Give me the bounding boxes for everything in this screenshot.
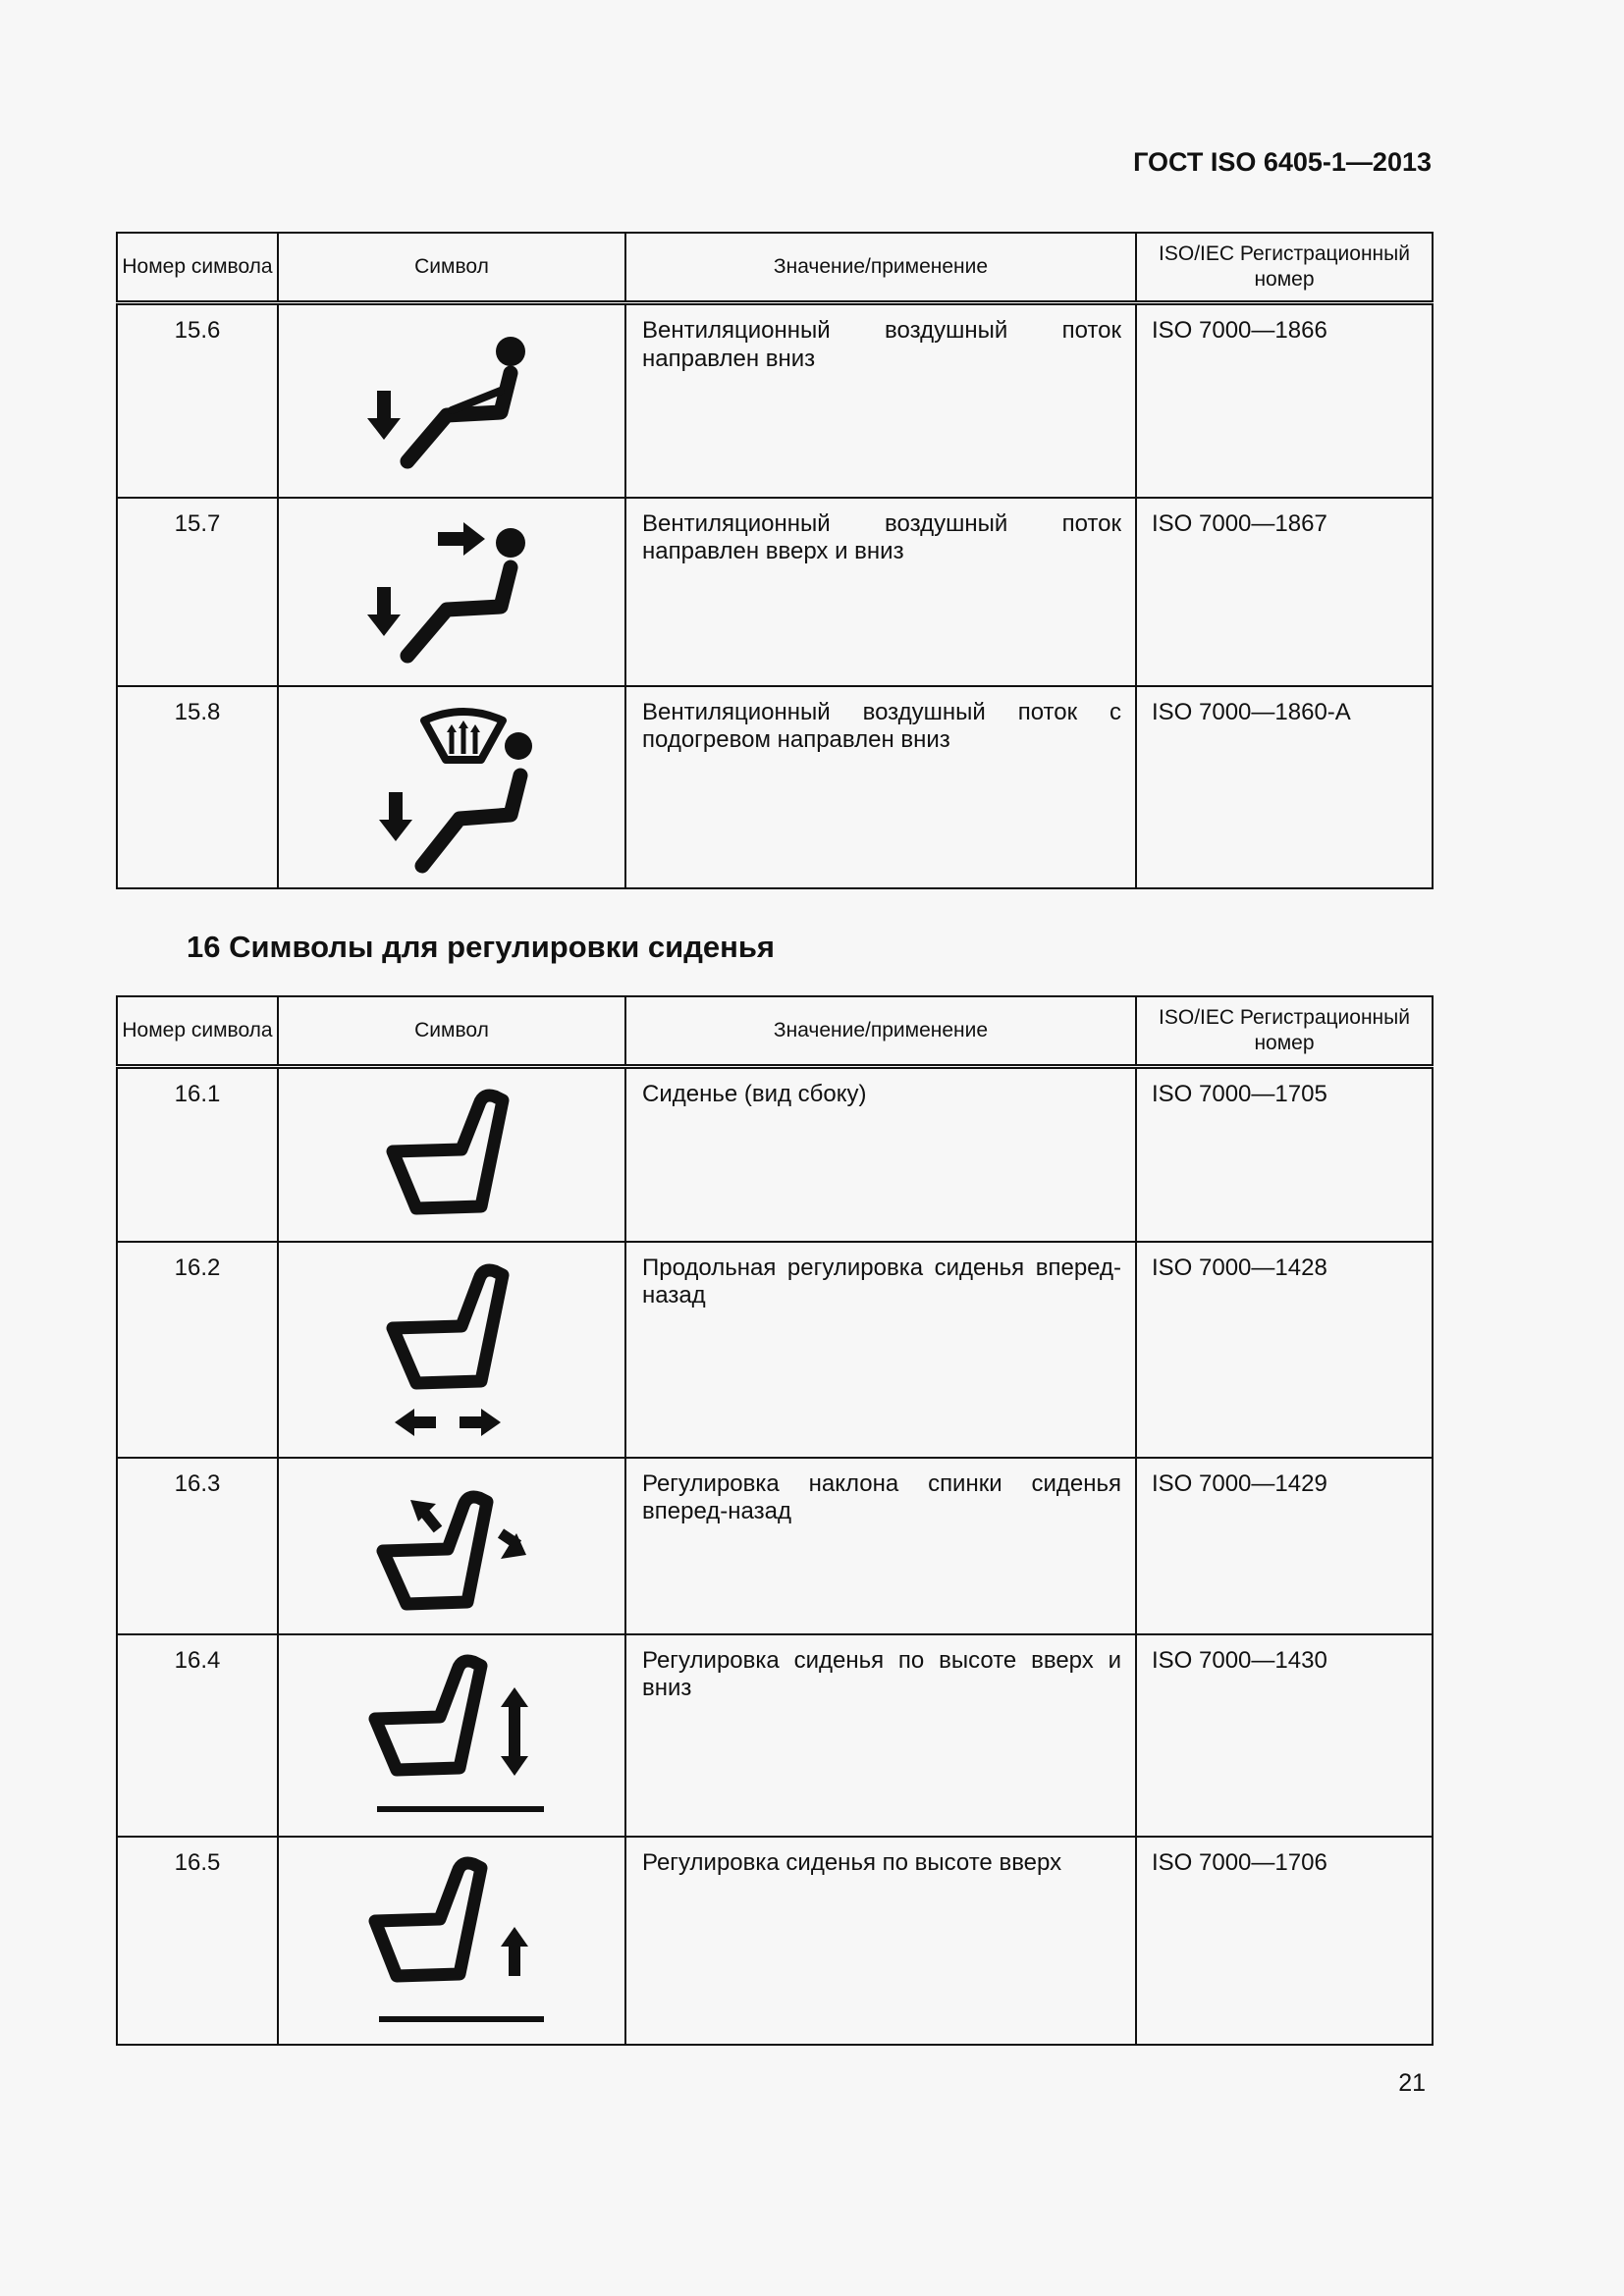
symbol-number: 15.7 <box>117 498 278 686</box>
table-row <box>117 1067 1433 1242</box>
airflow-down-icon <box>353 322 550 479</box>
seat-fore-aft-icon <box>373 1252 530 1448</box>
iso-number: ISO 7000—1705 <box>1136 1067 1433 1242</box>
symbol-cell <box>278 1837 625 2045</box>
seat-side-view-icon <box>373 1081 530 1228</box>
symbol-cell <box>278 1458 625 1634</box>
table-row <box>117 1242 1433 1458</box>
heated-airflow-down-icon <box>353 699 550 876</box>
symbol-number: 16.4 <box>117 1634 278 1837</box>
symbol-number: 16.2 <box>117 1242 278 1458</box>
header-number: Номер символа <box>117 996 278 1067</box>
table-header-row <box>117 996 1433 1067</box>
table-row <box>117 1634 1433 1837</box>
symbol-meaning: Регулировка наклона спинки сиденья вперед-назад <box>625 1458 1136 1634</box>
symbol-meaning: Регулировка сиденья по высоте вверх <box>625 1837 1136 2045</box>
header-symbol: Символ <box>278 233 625 303</box>
iso-number: ISO 7000—1428 <box>1136 1242 1433 1458</box>
section-title: 16 Символы для регулировки сиденья <box>187 930 776 964</box>
symbol-number: 15.8 <box>117 686 278 888</box>
symbol-meaning: Регулировка сиденья по высоте вверх и вниз <box>625 1634 1136 1837</box>
symbol-cell <box>278 686 625 888</box>
airflow-up-down-icon <box>353 513 550 670</box>
table-row <box>117 1458 1433 1634</box>
header-iso: ISO/IEC Регистрационный номер <box>1136 996 1433 1067</box>
table-row <box>117 498 1433 686</box>
seat-backrest-tilt-icon <box>353 1472 550 1620</box>
symbols-table-16 <box>116 995 1434 2046</box>
table-row <box>117 686 1433 888</box>
header-meaning: Значение/применение <box>625 233 1136 303</box>
table-header-row <box>117 233 1433 303</box>
symbol-cell <box>278 1634 625 1837</box>
page-number: 21 <box>1398 2069 1426 2097</box>
iso-number: ISO 7000—1867 <box>1136 498 1433 686</box>
iso-number: ISO 7000—1866 <box>1136 303 1433 498</box>
symbol-cell <box>278 498 625 686</box>
header-iso: ISO/IEC Регистрационный номер <box>1136 233 1433 303</box>
table-row <box>117 1837 1433 2045</box>
iso-number: ISO 7000—1429 <box>1136 1458 1433 1634</box>
symbol-meaning: Продольная регулировка сиденья вперед-назад <box>625 1242 1136 1458</box>
header-number: Номер символа <box>117 233 278 303</box>
symbol-meaning: Вентиляционный воздушный поток направлен вверх и вниз <box>625 498 1136 686</box>
seat-height-up-down-icon <box>353 1642 550 1829</box>
symbol-cell <box>278 303 625 498</box>
iso-number: ISO 7000—1706 <box>1136 1837 1433 2045</box>
header-symbol: Символ <box>278 996 625 1067</box>
table-row <box>117 303 1433 498</box>
document-code: ГОСТ ISO 6405-1—2013 <box>1133 147 1432 177</box>
symbol-number: 16.3 <box>117 1458 278 1634</box>
seat-height-up-icon <box>353 1844 550 2037</box>
symbol-number: 15.6 <box>117 303 278 498</box>
header-meaning: Значение/применение <box>625 996 1136 1067</box>
iso-number: ISO 7000—1430 <box>1136 1634 1433 1837</box>
symbol-number: 16.1 <box>117 1067 278 1242</box>
symbol-cell <box>278 1242 625 1458</box>
symbols-table-15 <box>116 232 1434 889</box>
iso-number: ISO 7000—1860-A <box>1136 686 1433 888</box>
symbol-meaning: Сиденье (вид сбоку) <box>625 1067 1136 1242</box>
symbol-meaning: Вентиляционный воздушный поток направлен вниз <box>625 303 1136 498</box>
symbol-cell <box>278 1067 625 1242</box>
symbol-meaning: Вентиляционный воздушный поток с подогревом направлен вниз <box>625 686 1136 888</box>
symbol-number: 16.5 <box>117 1837 278 2045</box>
